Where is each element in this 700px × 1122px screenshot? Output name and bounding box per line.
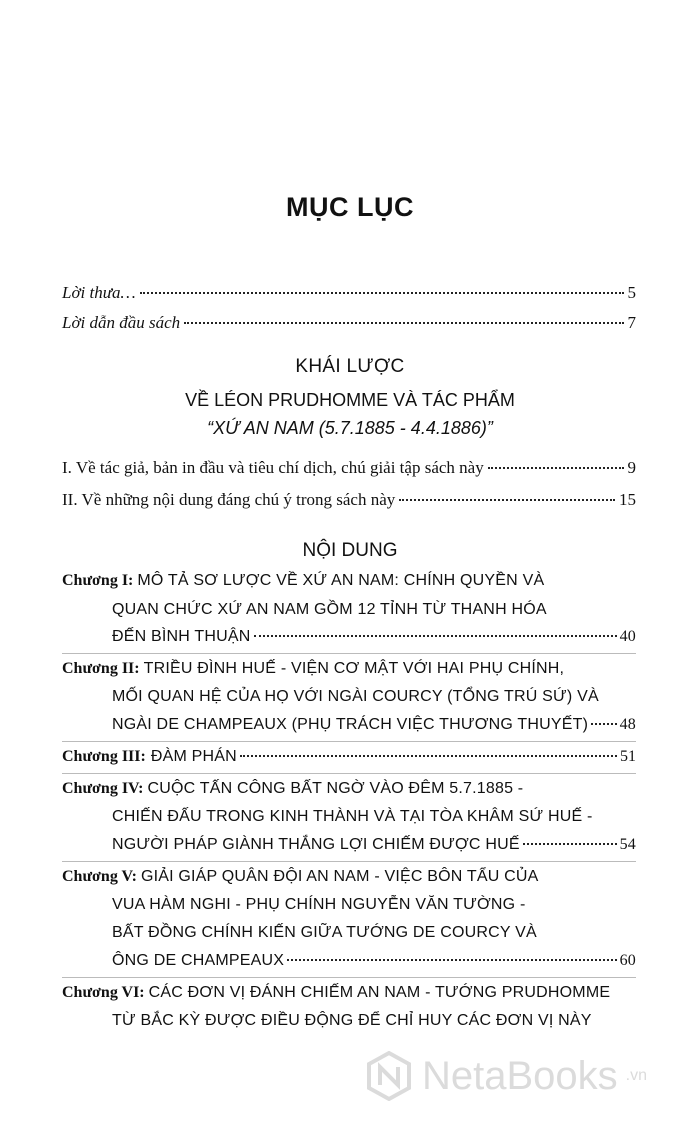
- toc-entry-label: II. Về những nội dung đáng chú ý trong sách này: [62, 490, 396, 509]
- chapter-title-line: BẤT ĐỒNG CHÍNH KIẾN GIỮA TƯỚNG DE COURCY VÀ: [112, 924, 537, 941]
- toc-entry-page: 54: [619, 836, 636, 853]
- chapter-title-line: GIẢI GIÁP QUÂN ĐỘI AN NAM - VIỆC BÔN TẨU CỦA: [140, 868, 539, 885]
- watermark: [364, 1046, 647, 1106]
- chapter-title-line: MỐI QUAN HỆ CỦA HỌ VỚI NGÀI COURCY (TỔNG TRÚ SỨ) VÀ: [112, 688, 599, 705]
- toc-chapter-4[interactable]: [62, 780, 642, 798]
- chapter-title-line: QUAN CHỨC XỨ AN NAM GỒM 12 TỈNH TỪ THANH HÓA: [112, 601, 547, 618]
- chapter-title-line: MÔ TẢ SƠ LƯỢC VỀ XỨ AN NAM: CHÍNH QUYỀN VÀ: [137, 572, 545, 589]
- toc-entry-page: 15: [619, 490, 636, 509]
- toc-entry-page: 9: [627, 458, 636, 477]
- toc-entry-page: 60: [619, 952, 636, 969]
- content-heading: NỘI DUNG: [302, 540, 398, 561]
- leader-dots: [140, 292, 624, 294]
- chapter-last-line: [112, 716, 636, 734]
- chapter-prefix: Chương IV:: [62, 780, 144, 797]
- chapter-prefix: Chương I:: [62, 572, 134, 589]
- leader-dots: [591, 723, 616, 725]
- chapter-title-line: ĐÀM PHÁN: [150, 748, 237, 765]
- leader-dots: [254, 635, 617, 637]
- overview-work-title: “XỨ AN NAM (5.7.1885 - 4.4.1886)”: [207, 418, 493, 438]
- toc-entry-page: 51: [620, 748, 636, 765]
- toc-chapter-5[interactable]: [62, 868, 642, 886]
- toc-entry-label: Lời thưa…: [62, 283, 136, 302]
- chapter-title-line: VUA HÀM NGHI - PHỤ CHÍNH NGUYỄN VĂN TƯỜNG -: [112, 896, 526, 913]
- leader-dots: [523, 843, 617, 845]
- watermark-brand: NetaBooks: [422, 1053, 618, 1098]
- chapter-title-line: CÁC ĐƠN VỊ ĐÁNH CHIẾM AN NAM - TƯỚNG PRUDHOMME: [148, 984, 611, 1001]
- divider: [62, 977, 636, 978]
- toc-chapter-6[interactable]: [62, 984, 642, 1002]
- divider: [62, 653, 636, 654]
- divider: [62, 861, 636, 862]
- leader-dots: [184, 322, 623, 324]
- chapter-title-line: CUỘC TẤN CÔNG BẤT NGỜ VÀO ĐÊM 5.7.1885 -: [147, 780, 524, 797]
- toc-entry-label: Lời dẫn đầu sách: [62, 313, 181, 332]
- chapter-prefix: Chương V:: [62, 868, 137, 885]
- toc-entry-label: I. Về tác giả, bản in đầu và tiêu chí dịch, chú giải tập sách này: [62, 458, 484, 477]
- chapter-prefix: Chương III:: [62, 748, 146, 765]
- divider: [62, 773, 636, 774]
- chapter-prefix: Chương II:: [62, 660, 140, 677]
- watermark-suffix: .vn: [625, 1067, 648, 1084]
- page-title: MỤC LỤC: [286, 192, 414, 222]
- toc-entry-loi-thua[interactable]: [62, 283, 636, 303]
- chapter-last-line: [112, 952, 636, 970]
- toc-entry-page: 7: [627, 313, 636, 332]
- leader-dots: [399, 499, 615, 501]
- toc-entry-page: 48: [619, 716, 636, 733]
- chapter-last-line: [112, 628, 636, 646]
- toc-entry-page: 40: [619, 628, 636, 645]
- toc-chapter-3[interactable]: [62, 748, 636, 766]
- leader-dots: [488, 467, 624, 469]
- toc-entry-overview-1[interactable]: [62, 458, 636, 478]
- toc-chapter-2[interactable]: [62, 660, 642, 678]
- divider: [62, 741, 636, 742]
- toc-entry-page: 5: [627, 283, 636, 302]
- chapter-title-line: CHIẾN ĐẤU TRONG KINH THÀNH VÀ TẠI TÒA KHÂM SỨ HUẾ -: [112, 808, 593, 825]
- chapter-title-line: NGÀI DE CHAMPEAUX (PHỤ TRÁCH VIỆC THƯƠNG THUYẾT): [112, 716, 589, 733]
- chapter-prefix: Chương VI:: [62, 984, 145, 1001]
- toc-entry-overview-2[interactable]: [62, 490, 636, 510]
- chapter-title-line: NGƯỜI PHÁP GIÀNH THẮNG LỢI CHIẾM ĐƯỢC HUẾ: [112, 836, 520, 853]
- chapter-title-line: TRIỀU ĐÌNH HUẾ - VIỆN CƠ MẬT VỚI HAI PHỤ CHÍNH,: [143, 660, 565, 677]
- toc-chapter-1[interactable]: [62, 572, 642, 590]
- netabooks-logo-icon: [364, 1051, 414, 1101]
- overview-subheading: VỀ LÉON PRUDHOMME VÀ TÁC PHẨM: [185, 390, 515, 410]
- chapter-title-line: ĐẾN BÌNH THUẬN: [112, 628, 251, 645]
- leader-dots: [287, 959, 616, 961]
- leader-dots: [240, 755, 617, 757]
- chapter-title-line: TỪ BẮC KỲ ĐƯỢC ĐIỀU ĐỘNG ĐỂ CHỈ HUY CÁC ĐƠN VỊ NÀY: [112, 1012, 592, 1029]
- overview-heading: KHÁI LƯỢC: [295, 356, 405, 377]
- chapter-last-line: [112, 836, 636, 854]
- chapter-title-line: ÔNG DE CHAMPEAUX: [112, 952, 285, 969]
- toc-entry-loi-dan[interactable]: [62, 313, 636, 333]
